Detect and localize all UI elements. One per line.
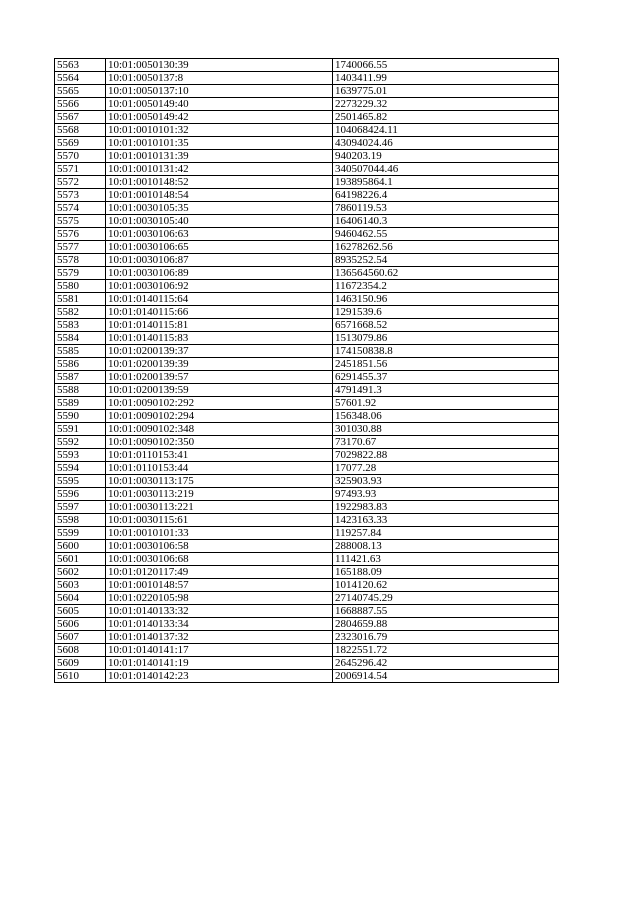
cadastral-number-cell: 10:01:0010148:52: [106, 176, 333, 189]
table-row: [55, 514, 559, 527]
table-row: [55, 631, 559, 644]
cadastral-number-cell: 10:01:0050149:42: [106, 111, 333, 124]
table-row: [55, 202, 559, 215]
amount-cell: 7029822.88: [333, 449, 559, 462]
amount-cell: 97493.93: [333, 488, 559, 501]
amount-cell: 16278262.56: [333, 241, 559, 254]
table-row: [55, 527, 559, 540]
row-number-cell: 5571: [55, 163, 106, 176]
cadastral-number-cell: 10:01:0200139:39: [106, 358, 333, 371]
row-number-cell: 5581: [55, 293, 106, 306]
row-number-cell: 5604: [55, 592, 106, 605]
row-number-cell: 5598: [55, 514, 106, 527]
row-number-cell: 5595: [55, 475, 106, 488]
amount-cell: 1740066.55: [333, 59, 559, 72]
table-row: [55, 566, 559, 579]
cadastral-number-cell: 10:01:0010101:33: [106, 527, 333, 540]
data-table: [54, 58, 559, 683]
cadastral-number-cell: 10:01:0200139:37: [106, 345, 333, 358]
cadastral-number-cell: 10:01:0010148:54: [106, 189, 333, 202]
row-number-cell: 5568: [55, 124, 106, 137]
cadastral-number-cell: 10:01:0030105:35: [106, 202, 333, 215]
row-number-cell: 5576: [55, 228, 106, 241]
row-number-cell: 5594: [55, 462, 106, 475]
cadastral-number-cell: 10:01:0030106:92: [106, 280, 333, 293]
table-body: [55, 59, 559, 683]
table-row: [55, 306, 559, 319]
table-row: [55, 540, 559, 553]
row-number-cell: 5570: [55, 150, 106, 163]
row-number-cell: 5606: [55, 618, 106, 631]
row-number-cell: 5589: [55, 397, 106, 410]
row-number-cell: 5590: [55, 410, 106, 423]
cadastral-number-cell: 10:01:0140115:64: [106, 293, 333, 306]
cadastral-number-cell: 10:01:0030113:175: [106, 475, 333, 488]
table-row: [55, 618, 559, 631]
table-row: [55, 657, 559, 670]
amount-cell: 288008.13: [333, 540, 559, 553]
table-row: [55, 267, 559, 280]
cadastral-number-cell: 10:01:0050137:8: [106, 72, 333, 85]
table-row: [55, 644, 559, 657]
table-row: [55, 150, 559, 163]
table-row: [55, 85, 559, 98]
cadastral-number-cell: 10:01:0140133:34: [106, 618, 333, 631]
amount-cell: 1423163.33: [333, 514, 559, 527]
amount-cell: 340507044.46: [333, 163, 559, 176]
amount-cell: 1513079.86: [333, 332, 559, 345]
table-row: [55, 228, 559, 241]
row-number-cell: 5584: [55, 332, 106, 345]
row-number-cell: 5608: [55, 644, 106, 657]
table-row: [55, 111, 559, 124]
cadastral-number-cell: 10:01:0200139:57: [106, 371, 333, 384]
row-number-cell: 5593: [55, 449, 106, 462]
amount-cell: 27140745.29: [333, 592, 559, 605]
amount-cell: 6571668.52: [333, 319, 559, 332]
cadastral-number-cell: 10:01:0030106:89: [106, 267, 333, 280]
table-row: [55, 423, 559, 436]
table-row: [55, 137, 559, 150]
table-row: [55, 592, 559, 605]
amount-cell: 8935252.54: [333, 254, 559, 267]
amount-cell: 940203.19: [333, 150, 559, 163]
amount-cell: 1014120.62: [333, 579, 559, 592]
row-number-cell: 5591: [55, 423, 106, 436]
table-row: [55, 176, 559, 189]
row-number-cell: 5585: [55, 345, 106, 358]
row-number-cell: 5588: [55, 384, 106, 397]
amount-cell: 325903.93: [333, 475, 559, 488]
cadastral-number-cell: 10:01:0050149:40: [106, 98, 333, 111]
amount-cell: 2645296.42: [333, 657, 559, 670]
cadastral-number-cell: 10:01:0220105:98: [106, 592, 333, 605]
row-number-cell: 5565: [55, 85, 106, 98]
row-number-cell: 5605: [55, 605, 106, 618]
table-row: [55, 189, 559, 202]
amount-cell: 43094024.46: [333, 137, 559, 150]
row-number-cell: 5587: [55, 371, 106, 384]
cadastral-number-cell: 10:01:0030106:65: [106, 241, 333, 254]
amount-cell: 301030.88: [333, 423, 559, 436]
row-number-cell: 5578: [55, 254, 106, 267]
table-row: [55, 449, 559, 462]
cadastral-number-cell: 10:01:0010148:57: [106, 579, 333, 592]
table-row: [55, 332, 559, 345]
table-row: [55, 371, 559, 384]
row-number-cell: 5601: [55, 553, 106, 566]
cadastral-number-cell: 10:01:0030105:40: [106, 215, 333, 228]
table-row: [55, 553, 559, 566]
row-number-cell: 5572: [55, 176, 106, 189]
table-row: [55, 241, 559, 254]
table-row: [55, 670, 559, 683]
cadastral-number-cell: 10:01:0030113:219: [106, 488, 333, 501]
amount-cell: 73170.67: [333, 436, 559, 449]
table-row: [55, 501, 559, 514]
amount-cell: 11672354.2: [333, 280, 559, 293]
cadastral-number-cell: 10:01:0030113:221: [106, 501, 333, 514]
amount-cell: 9460462.55: [333, 228, 559, 241]
amount-cell: 2273229.32: [333, 98, 559, 111]
cadastral-number-cell: 10:01:0110153:41: [106, 449, 333, 462]
row-number-cell: 5596: [55, 488, 106, 501]
cadastral-number-cell: 10:01:0010101:32: [106, 124, 333, 137]
amount-cell: 57601.92: [333, 397, 559, 410]
amount-cell: 2451851.56: [333, 358, 559, 371]
table-row: [55, 215, 559, 228]
cadastral-number-cell: 10:01:0050137:10: [106, 85, 333, 98]
cadastral-number-cell: 10:01:0120117:49: [106, 566, 333, 579]
row-number-cell: 5580: [55, 280, 106, 293]
table-row: [55, 462, 559, 475]
table-row: [55, 488, 559, 501]
row-number-cell: 5599: [55, 527, 106, 540]
amount-cell: 16406140.3: [333, 215, 559, 228]
amount-cell: 119257.84: [333, 527, 559, 540]
amount-cell: 136564560.62: [333, 267, 559, 280]
table-row: [55, 124, 559, 137]
row-number-cell: 5586: [55, 358, 106, 371]
table-row: [55, 280, 559, 293]
row-number-cell: 5597: [55, 501, 106, 514]
amount-cell: 111421.63: [333, 553, 559, 566]
amount-cell: 7860119.53: [333, 202, 559, 215]
cadastral-number-cell: 10:01:0030106:68: [106, 553, 333, 566]
table-row: [55, 254, 559, 267]
cadastral-number-cell: 10:01:0010131:39: [106, 150, 333, 163]
row-number-cell: 5566: [55, 98, 106, 111]
amount-cell: 1822551.72: [333, 644, 559, 657]
table-row: [55, 475, 559, 488]
row-number-cell: 5575: [55, 215, 106, 228]
cadastral-number-cell: 10:01:0200139:59: [106, 384, 333, 397]
amount-cell: 2501465.82: [333, 111, 559, 124]
amount-cell: 1463150.96: [333, 293, 559, 306]
table-row: [55, 163, 559, 176]
amount-cell: 17077.28: [333, 462, 559, 475]
cadastral-number-cell: 10:01:0110153:44: [106, 462, 333, 475]
amount-cell: 64198226.4: [333, 189, 559, 202]
row-number-cell: 5602: [55, 566, 106, 579]
table-row: [55, 358, 559, 371]
cadastral-number-cell: 10:01:0030106:58: [106, 540, 333, 553]
cadastral-number-cell: 10:01:0140137:32: [106, 631, 333, 644]
table-row: [55, 293, 559, 306]
amount-cell: 104068424.11: [333, 124, 559, 137]
row-number-cell: 5577: [55, 241, 106, 254]
row-number-cell: 5579: [55, 267, 106, 280]
table-row: [55, 72, 559, 85]
cadastral-number-cell: 10:01:0090102:294: [106, 410, 333, 423]
amount-cell: 1922983.83: [333, 501, 559, 514]
row-number-cell: 5603: [55, 579, 106, 592]
row-number-cell: 5607: [55, 631, 106, 644]
amount-cell: 156348.06: [333, 410, 559, 423]
table-row: [55, 319, 559, 332]
table-row: [55, 410, 559, 423]
table-row: [55, 579, 559, 592]
amount-cell: 1639775.01: [333, 85, 559, 98]
table-row: [55, 436, 559, 449]
cadastral-number-cell: 10:01:0090102:348: [106, 423, 333, 436]
cadastral-number-cell: 10:01:0010131:42: [106, 163, 333, 176]
row-number-cell: 5609: [55, 657, 106, 670]
row-number-cell: 5583: [55, 319, 106, 332]
cadastral-number-cell: 10:01:0010101:35: [106, 137, 333, 150]
table-row: [55, 345, 559, 358]
table-row: [55, 384, 559, 397]
amount-cell: 165188.09: [333, 566, 559, 579]
cadastral-number-cell: 10:01:0030106:63: [106, 228, 333, 241]
row-number-cell: 5600: [55, 540, 106, 553]
row-number-cell: 5610: [55, 670, 106, 683]
cadastral-number-cell: 10:01:0090102:292: [106, 397, 333, 410]
table-row: [55, 605, 559, 618]
amount-cell: 174150838.8: [333, 345, 559, 358]
cadastral-number-cell: 10:01:0090102:350: [106, 436, 333, 449]
amount-cell: 2323016.79: [333, 631, 559, 644]
amount-cell: 2804659.88: [333, 618, 559, 631]
cadastral-number-cell: 10:01:0050130:39: [106, 59, 333, 72]
amount-cell: 6291455.37: [333, 371, 559, 384]
row-number-cell: 5567: [55, 111, 106, 124]
row-number-cell: 5592: [55, 436, 106, 449]
cadastral-number-cell: 10:01:0140115:83: [106, 332, 333, 345]
cadastral-number-cell: 10:01:0140141:19: [106, 657, 333, 670]
cadastral-number-cell: 10:01:0140115:81: [106, 319, 333, 332]
cadastral-number-cell: 10:01:0140142:23: [106, 670, 333, 683]
row-number-cell: 5563: [55, 59, 106, 72]
amount-cell: 1291539.6: [333, 306, 559, 319]
table-row: [55, 98, 559, 111]
table-row: [55, 397, 559, 410]
table-row: [55, 59, 559, 72]
cadastral-number-cell: 10:01:0030106:87: [106, 254, 333, 267]
cadastral-number-cell: 10:01:0140141:17: [106, 644, 333, 657]
amount-cell: 2006914.54: [333, 670, 559, 683]
row-number-cell: 5569: [55, 137, 106, 150]
row-number-cell: 5582: [55, 306, 106, 319]
amount-cell: 1403411.99: [333, 72, 559, 85]
amount-cell: 4791491.3: [333, 384, 559, 397]
cadastral-number-cell: 10:01:0140115:66: [106, 306, 333, 319]
cadastral-number-cell: 10:01:0140133:32: [106, 605, 333, 618]
row-number-cell: 5573: [55, 189, 106, 202]
row-number-cell: 5574: [55, 202, 106, 215]
row-number-cell: 5564: [55, 72, 106, 85]
amount-cell: 193895864.1: [333, 176, 559, 189]
amount-cell: 1668887.55: [333, 605, 559, 618]
cadastral-number-cell: 10:01:0030115:61: [106, 514, 333, 527]
